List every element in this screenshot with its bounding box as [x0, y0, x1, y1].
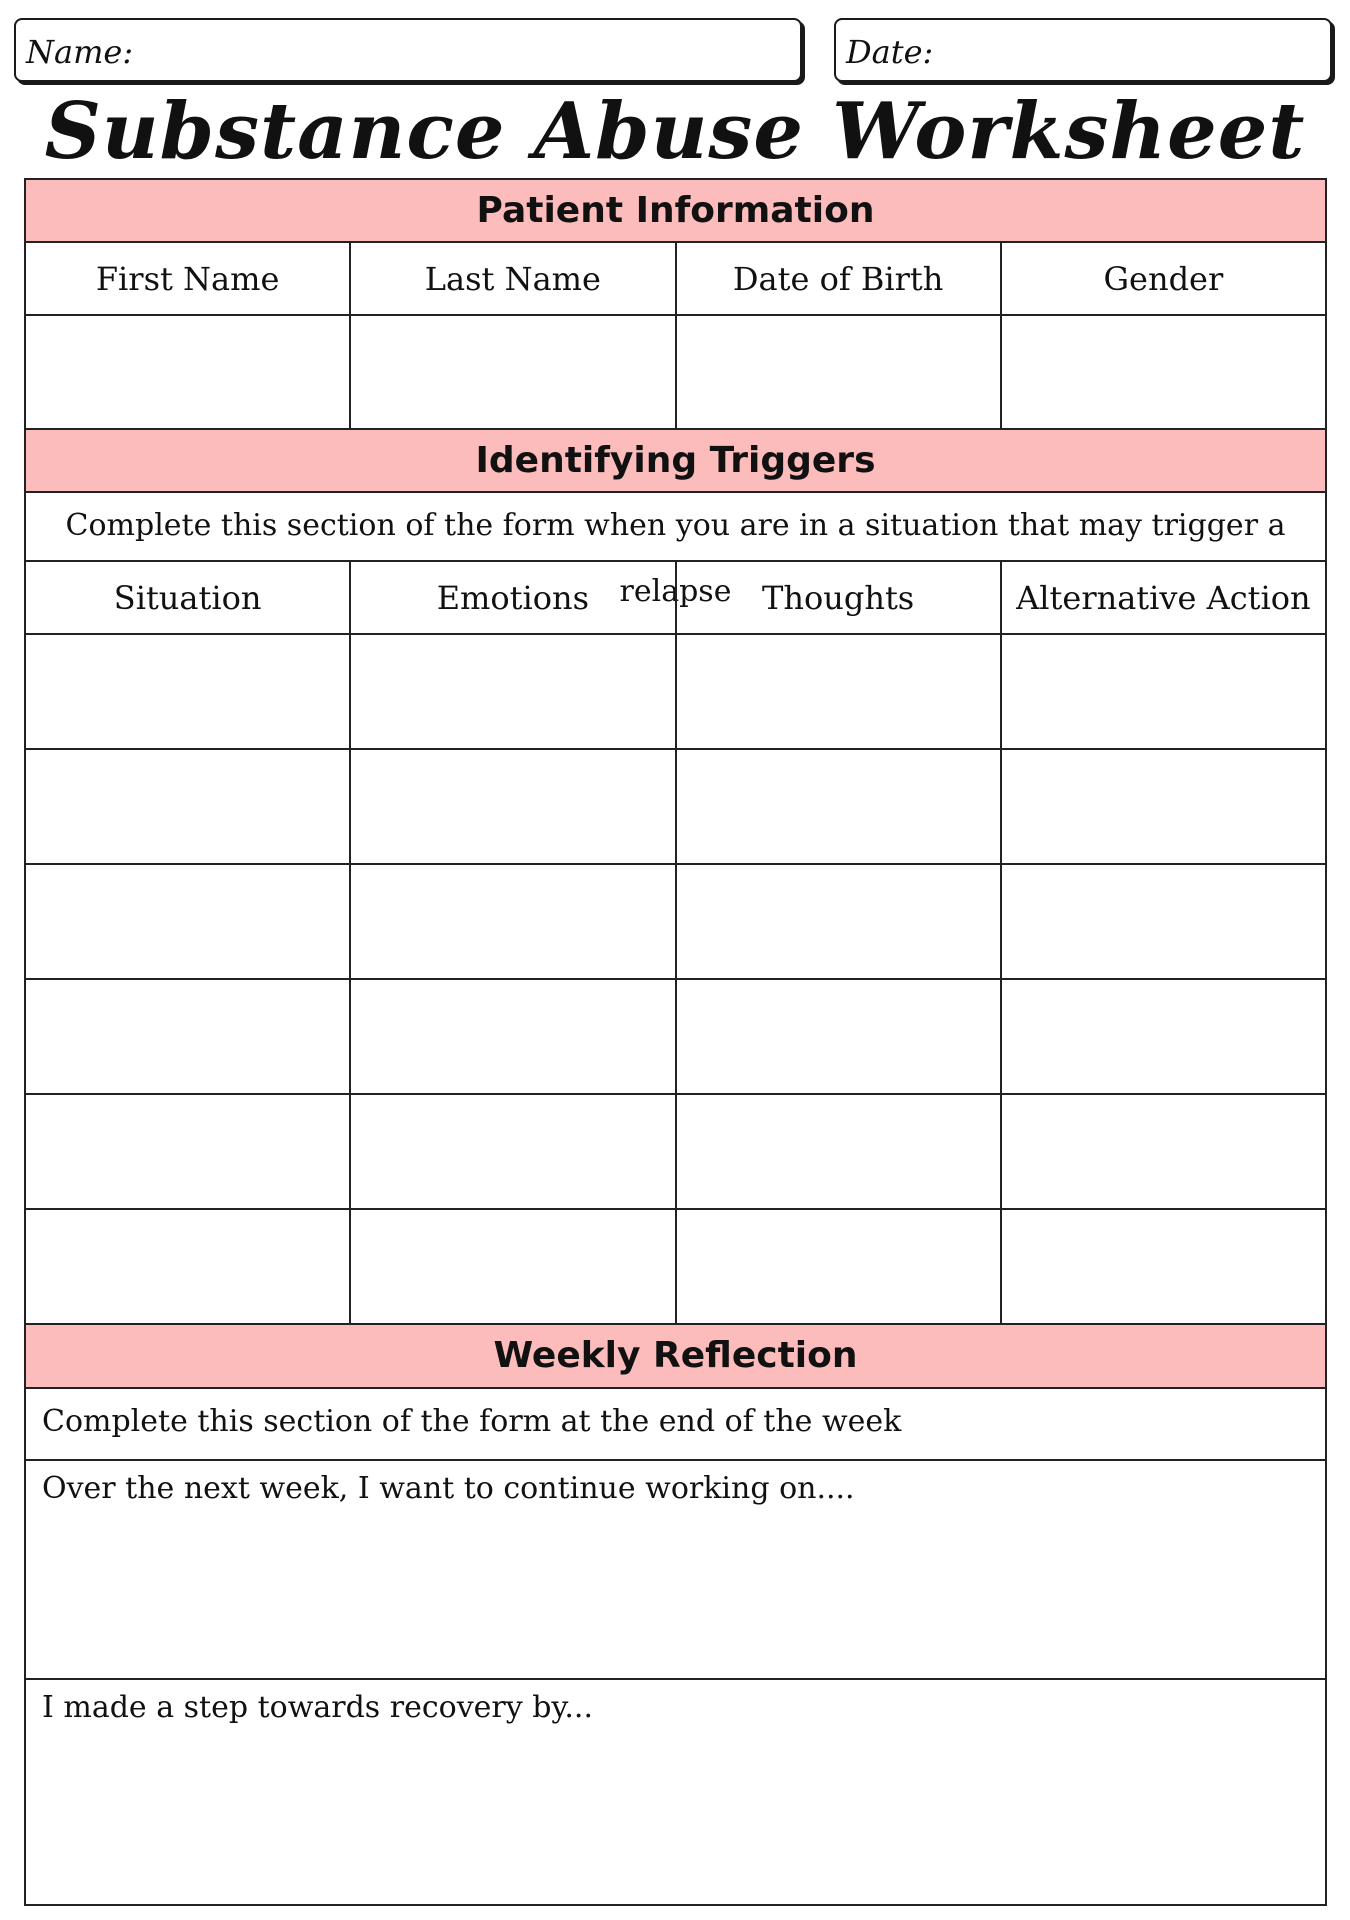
date-label: Date: [846, 33, 934, 71]
col-emotions: Emotions [351, 562, 676, 633]
date-of-birth-entry[interactable] [677, 316, 1002, 428]
triggers-heading: Identifying Triggers [26, 430, 1325, 493]
reflection-continue-area[interactable] [26, 1461, 1325, 1680]
emotions-entry[interactable] [351, 865, 676, 978]
col-situation: Situation [26, 562, 351, 633]
reflection-recovery-area[interactable] [26, 1680, 1325, 1904]
first-name-entry[interactable] [26, 316, 351, 428]
name-label: Name: [26, 33, 134, 71]
situation-entry[interactable] [26, 1210, 351, 1323]
gender-entry[interactable] [1002, 316, 1325, 428]
patient-info-heading: Patient Information [26, 180, 1325, 243]
trigger-entry-row [26, 980, 1325, 1095]
last-name-entry[interactable] [351, 316, 676, 428]
reflection-heading: Weekly Reflection [26, 1325, 1325, 1389]
alternative-action-entry[interactable] [1002, 980, 1325, 1093]
date-field[interactable] [834, 18, 1332, 82]
alternative-action-entry[interactable] [1002, 1095, 1325, 1208]
col-first-name: First Name [26, 243, 351, 314]
situation-entry[interactable] [26, 980, 351, 1093]
alternative-action-entry[interactable] [1002, 750, 1325, 863]
reflection-prompt-recovery: I made a step towards recovery by... [42, 1690, 594, 1725]
situation-entry[interactable] [26, 750, 351, 863]
worksheet-table [24, 178, 1327, 1906]
patient-info-header-row [26, 243, 1325, 316]
reflection-prompt-continue: Over the next week, I want to continue working on.... [42, 1471, 855, 1506]
col-thoughts: Thoughts [677, 562, 1002, 633]
thoughts-entry[interactable] [677, 750, 1002, 863]
trigger-entry-row [26, 635, 1325, 750]
patient-info-entry-row [26, 316, 1325, 430]
situation-entry[interactable] [26, 635, 351, 748]
situation-entry[interactable] [26, 865, 351, 978]
name-field[interactable] [14, 18, 802, 82]
trigger-entry-row [26, 750, 1325, 865]
col-gender: Gender [1103, 259, 1224, 298]
thoughts-entry[interactable] [677, 1095, 1002, 1208]
thoughts-entry[interactable] [677, 1210, 1002, 1323]
emotions-entry[interactable] [351, 750, 676, 863]
alternative-action-entry[interactable] [1002, 1210, 1325, 1323]
col-alternative-action: Alternative Action [1016, 578, 1311, 617]
triggers-instruction: Complete this section of the form when you are in a situation that may trigger a relapse [26, 493, 1325, 562]
emotions-entry[interactable] [351, 980, 676, 1093]
situation-entry[interactable] [26, 1095, 351, 1208]
emotions-entry[interactable] [351, 635, 676, 748]
col-date-of-birth: Date of Birth [677, 243, 1002, 314]
alternative-action-entry[interactable] [1002, 635, 1325, 748]
thoughts-entry[interactable] [677, 865, 1002, 978]
thoughts-entry[interactable] [677, 980, 1002, 1093]
trigger-entry-row [26, 1210, 1325, 1325]
trigger-entry-row [26, 865, 1325, 980]
triggers-header-row [26, 562, 1325, 635]
emotions-entry[interactable] [351, 1210, 676, 1323]
emotions-entry[interactable] [351, 1095, 676, 1208]
alternative-action-entry[interactable] [1002, 865, 1325, 978]
trigger-entry-row [26, 1095, 1325, 1210]
reflection-instruction: Complete this section of the form at the end of the week [26, 1389, 1325, 1461]
col-last-name: Last Name [351, 243, 676, 314]
worksheet-title: Substance Abuse Worksheet [44, 86, 1306, 177]
thoughts-entry[interactable] [677, 635, 1002, 748]
